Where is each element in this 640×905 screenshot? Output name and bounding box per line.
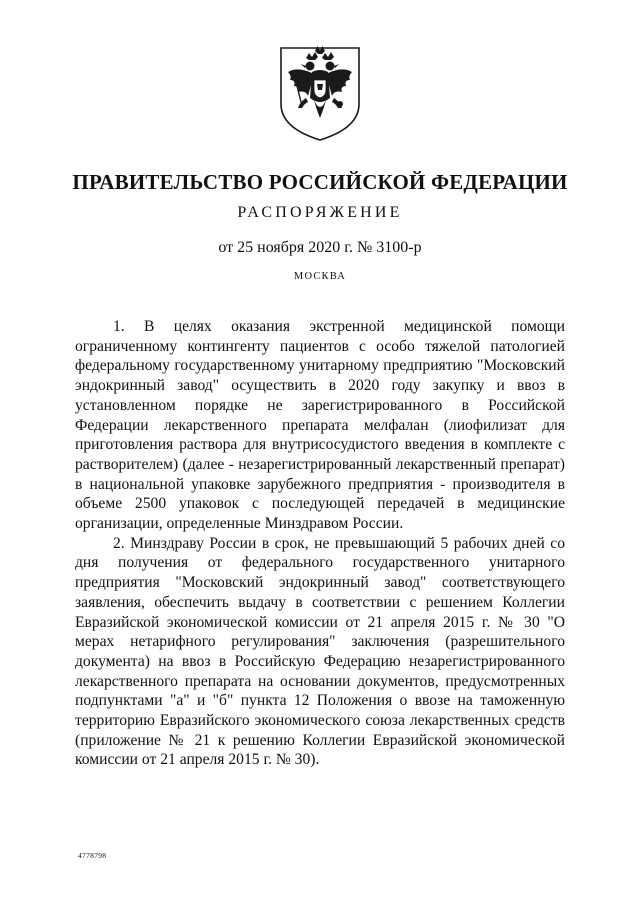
document-date-number: от 25 ноября 2020 г. № 3100-р — [218, 239, 422, 256]
document-body — [75, 317, 565, 770]
document-city: МОСКВА — [293, 271, 347, 282]
coat-of-arms-icon — [276, 42, 364, 144]
paragraph-1: 1. В целях оказания экстренной медицинской помощи ограниченному контингенту пациентов с особо тяжелой патологией федеральному государственному унитарному предприятию "Московский эндокринный завод" осуществить в 2020 году закупку и ввоз в установленном порядке не зарегистрированного в Российской Федерации лекарственного препарата мелфалан (лиофилизат для приготовления раствора для внутрисосудистого введения в комплекте с растворителем) (далее - незарегистрированный лекарственный препарат) в национальной упаковке зарубежного предприятия - производителя в объеме 2500 упаковок с последующей передачей в медицинские организации, определенные Минздравом России. — [75, 318, 565, 533]
document-type: РАСПОРЯЖЕНИЕ — [237, 204, 403, 221]
government-title: ПРАВИТЕЛЬСТВО РОССИЙСКОЙ ФЕДЕРАЦИИ — [72, 170, 568, 194]
paragraph-2: 2. Минздраву России в срок, не превышающий 5 рабочих дней со дня получения от федерального государственного унитарного предприятия "Московский эндокринный завод" соответствующего заявления, обеспечить выдачу в соответствии с решением Коллегии Евразийской экономической комиссии от 21 апреля 2015 г. № 30 "О мерах нетарифного регулирования" заключения (разрешительного документа) на ввоз в Российскую Федерацию незарегистрированного лекарственного препарата на основании документов, предусмотренных подпунктами "а" и "б" пункта 12 Положения о ввозе на таможенную территорию Евразийского экономического союза лекарственных средств (приложение № 21 к решению Коллегии Евразийской экономической комиссии от 21 апреля 2015 г. № 30). — [75, 534, 565, 769]
document-code: 4778798 — [78, 851, 107, 860]
